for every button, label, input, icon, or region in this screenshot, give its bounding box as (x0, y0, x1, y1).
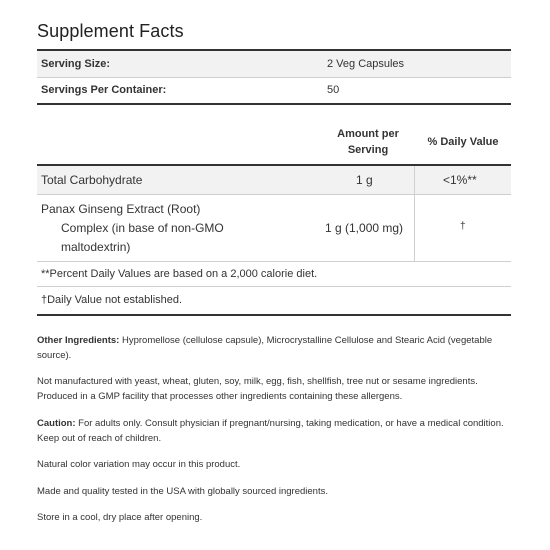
ingredient-name-line2: Complex (in base of non-GMO (61, 221, 224, 235)
servings-per-container-value: 50 (327, 84, 340, 96)
amount-header-line1: Amount per (337, 128, 399, 140)
nutrient-amount: 1 g (356, 173, 373, 187)
other-ingredients-text: Hypromellose (cellulose capsule), Microcrystalline Cellulose and Stearic Acid (vegetable source). (37, 335, 493, 361)
percent-footnote: **Percent Daily Values are based on a 2,000 calorie diet. (41, 268, 318, 280)
serving-size-row (37, 51, 511, 77)
divider (37, 261, 511, 262)
ingredient-row (37, 195, 511, 261)
storage-note: Store in a cool, dry place after opening. (37, 512, 203, 523)
servings-per-container-label: Servings Per Container: (41, 84, 167, 96)
ingredient-name-line3: maltodextrin) (61, 240, 131, 254)
other-ingredients-label: Other Ingredients: (37, 335, 120, 346)
amount-per-serving-header (323, 126, 413, 158)
serving-size-value: 2 Veg Capsules (327, 58, 405, 70)
panel-bottom-rule (37, 314, 511, 316)
allergen-statement: Not manufactured with yeast, wheat, gluten, soy, milk, egg, fish, shellfish, tree nut or sesame ingredients. Produced in a GMP facility that processes other ingredients containing these allergens. (37, 376, 478, 402)
section-rule (37, 103, 511, 105)
nutrient-row (37, 166, 511, 194)
ingredient-daily-value: † (460, 221, 466, 232)
color-variation-note: Natural color variation may occur in this product. (37, 459, 241, 470)
nutrient-name: Total Carbohydrate (41, 173, 143, 187)
caution-text: For adults only. Consult physician if pregnant/nursing, taking medication, or have a medical condition. Keep out of reach of children. (37, 418, 504, 444)
made-in-usa-note: Made and quality tested in the USA with globally sourced ingredients. (37, 486, 328, 497)
divider (37, 286, 511, 287)
ingredient-name-line1: Panax Ginseng Extract (Root) (41, 202, 201, 216)
caution-label: Caution: (37, 418, 76, 429)
panel-title: Supplement Facts (37, 21, 184, 41)
serving-size-label: Serving Size: (41, 58, 111, 70)
amount-header-line2: Serving (347, 144, 389, 156)
ingredient-amount: 1 g (1,000 mg) (325, 221, 404, 235)
nutrient-daily-value: <1%** (443, 173, 477, 187)
other-ingredients (37, 333, 511, 363)
servings-per-container-row (37, 78, 511, 103)
not-established-footnote: †Daily Value not established. (41, 294, 183, 306)
caution-statement (37, 416, 511, 446)
daily-value-header: % Daily Value (427, 136, 499, 148)
column-divider (414, 166, 415, 262)
